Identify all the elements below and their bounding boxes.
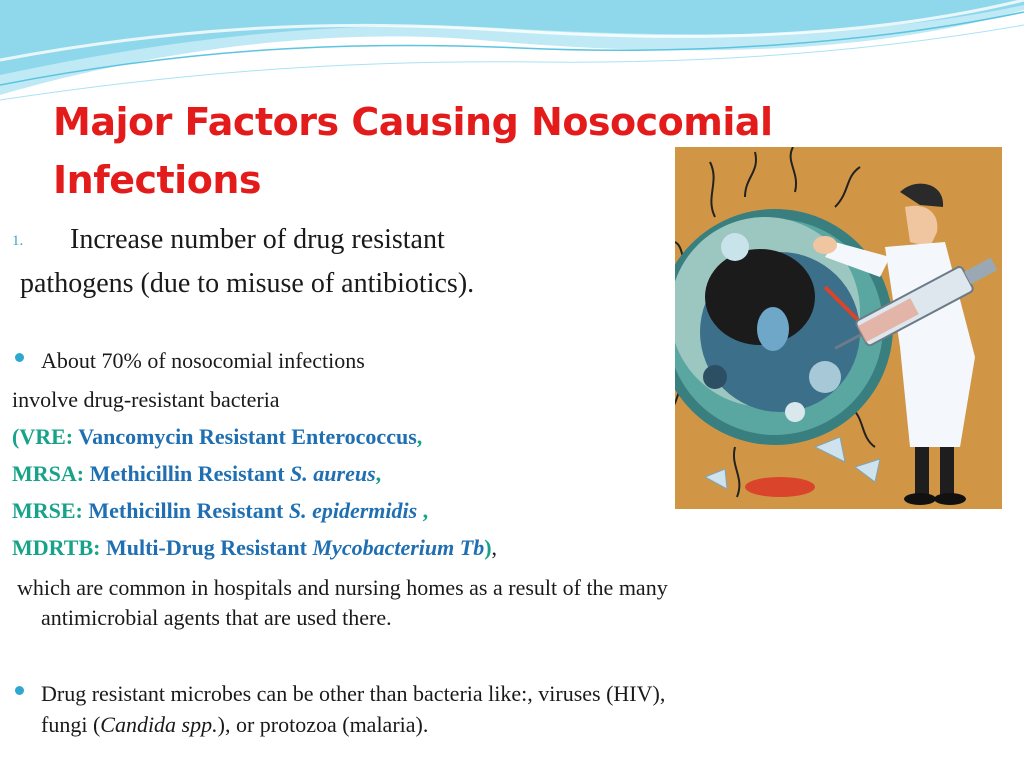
bullet2-species: Candida spp. [100, 712, 218, 737]
organism-abbr: MRSE: [12, 498, 83, 523]
organism-punct: , [375, 461, 382, 486]
list-number: 1. [12, 233, 24, 249]
explanation-line1: which are common in hospitals and nursing homes as a result of the many [17, 575, 668, 600]
bullet2-line1: Drug resistant microbes can be other than bacteria like:, viruses (HIV), [41, 681, 666, 706]
bullet2-suffix: ), or protozoa (malaria). [217, 712, 429, 737]
slide-title: Major Factors Causing Nosocomial Infections [53, 100, 773, 202]
organism-line-mdrtb [12, 535, 497, 561]
organism-species: S. aureus [290, 461, 376, 486]
organism-abbr: MDRTB: [12, 535, 101, 560]
organism-name: Methicillin Resistant [82, 498, 289, 523]
bullet1-line1: About 70% of nosocomial infections [41, 348, 365, 373]
organism-name: Multi-Drug Resistant [100, 535, 313, 560]
organism-name: Methicillin Resistant [84, 461, 291, 486]
numbered-item-line2: pathogens (due to misuse of antibiotics). [20, 268, 475, 299]
bullet-icon [15, 353, 24, 362]
organism-punct: , [417, 498, 429, 523]
organism-punct: , [416, 424, 423, 449]
doctor-injecting-microbe-illustration [675, 147, 1002, 509]
organism-punct: ) [484, 535, 492, 560]
bullet1-line2: involve drug-resistant bacteria [12, 387, 280, 412]
organism-name: Vancomycin Resistant Enterococcus [73, 424, 417, 449]
bullet2-prefix: fungi ( [41, 712, 101, 737]
organism-line-mrsa [12, 461, 381, 487]
numbered-item-line1: Increase number of drug resistant [70, 224, 445, 255]
organism-species: S. epidermidis [288, 498, 418, 523]
bullet2-line2 [41, 712, 428, 738]
bullet-icon [15, 686, 24, 695]
organism-line-vre [12, 424, 422, 450]
organism-tail: , [491, 535, 498, 560]
explanation-line2: antimicrobial agents that are used there. [41, 605, 392, 630]
organism-abbr: (VRE: [12, 424, 74, 449]
organism-abbr: MRSA: [12, 461, 85, 486]
organism-species: Mycobacterium Tb [312, 535, 485, 560]
organism-line-mrse [12, 498, 428, 524]
